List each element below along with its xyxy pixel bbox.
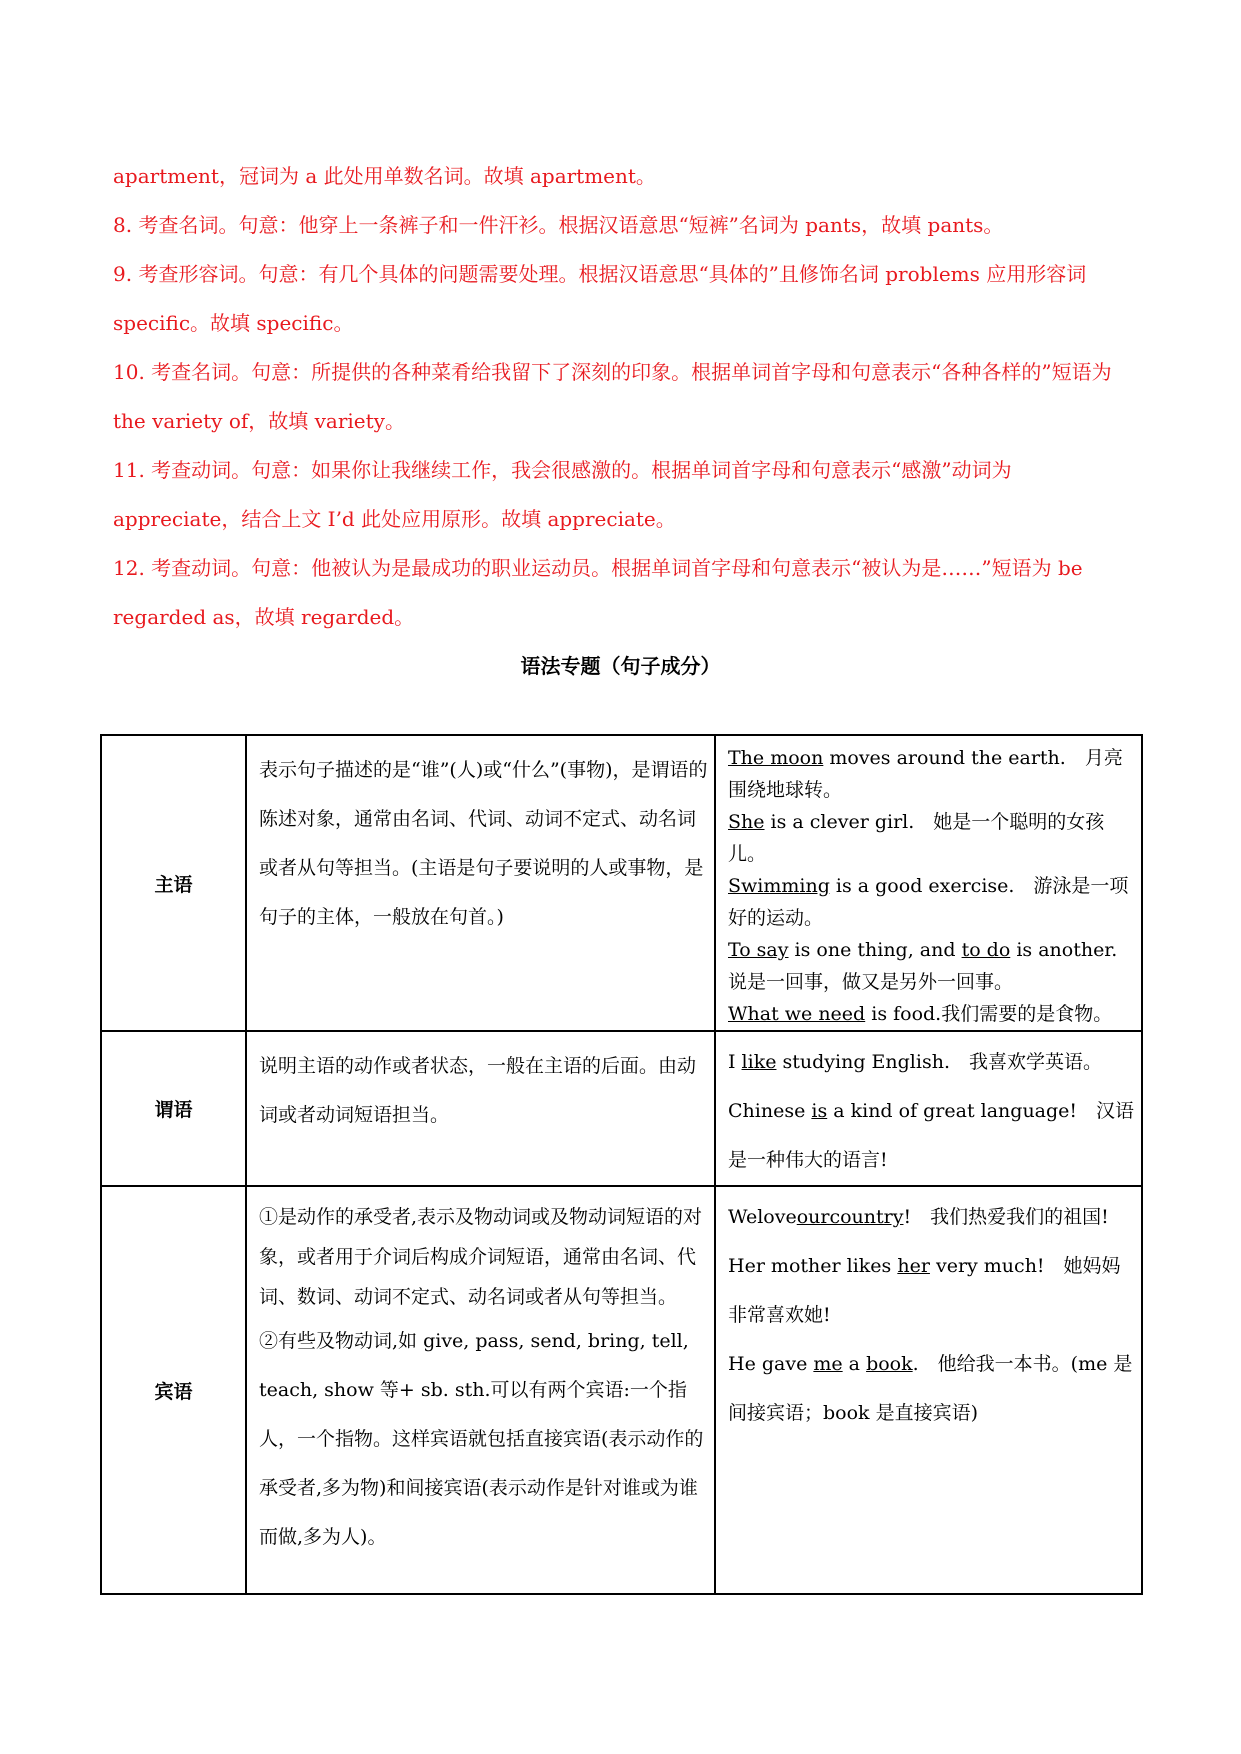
definition-subject xyxy=(246,735,715,1031)
example-sentence: She is a clever girl. 她是一个聪明的女孩儿。 xyxy=(728,811,1105,865)
examples-subject xyxy=(715,735,1142,1031)
section-title: 语法专题（句子成分） xyxy=(520,654,721,678)
answer-line: 8. 考查名词。句意：他穿上一条裤子和一件汗衫。根据汉语意思“短裤”名词为 pants，故填 pants。 xyxy=(113,213,1004,237)
answer-line: 11. 考查动词。句意：如果你让我继续工作，我会很感激的。根据单词首字母和句意表示“感激”动词为 appreciate，结合上文 I’d 此处应用原形。故填 appreciate。 xyxy=(113,458,1012,531)
example-sentence: Chinese is a kind of great language! 汉语是一种伟大的语言! xyxy=(728,1100,1135,1171)
answer-explanations xyxy=(113,152,1133,642)
term-predicate: 谓语 xyxy=(101,1031,246,1186)
definition-text: 说明主语的动作或者状态，一般在主语的后面。由动词或者动词短语担当。 xyxy=(259,1055,697,1126)
sentence-components-table xyxy=(100,734,1143,1595)
table-row-object xyxy=(101,1186,1142,1594)
definition-text: ①是动作的承受者,表示及物动词或及物动词短语的对象，或者用于介词后构成介词短语，通常由名词、代词、数词、动词不定式、动名词或者从句等担当。 xyxy=(259,1206,703,1308)
definition-object xyxy=(246,1186,715,1594)
example-sentence: Swimming is a good exercise. 游泳是一项好的运动。 xyxy=(728,875,1129,929)
example-sentence: To say is one thing, and to do is another. 说是一回事，做又是另外一回事。 xyxy=(728,939,1118,993)
answer-line: 12. 考查动词。句意：他被认为是最成功的职业运动员。根据单词首字母和句意表示“被认为是……”短语为 be regarded as，故填 regarded。 xyxy=(113,556,1083,629)
example-sentence: I like studying English. 我喜欢学英语。 xyxy=(728,1051,1102,1073)
table-row-predicate xyxy=(101,1031,1142,1186)
definition-text: ②有些及物动词,如 give, pass, send, bring, tell, teach, show 等+ sb. sth.可以有两个宾语:一个指人，一个指物。这样宾语就包括直接宾语(表示动作的承受者,多为物)和间接宾语(表示动作是针对谁或为谁而做,多为人)。 xyxy=(259,1330,704,1548)
term-subject: 主语 xyxy=(101,735,246,1031)
example-sentence: Her mother likes her very much! 她妈妈非常喜欢她! xyxy=(728,1255,1121,1326)
examples-object xyxy=(715,1186,1142,1594)
example-sentence: The moon moves around the earth. 月亮围绕地球转。 xyxy=(728,747,1123,801)
definition-predicate xyxy=(246,1031,715,1186)
example-sentence: Weloveourcountry! 我们热爱我们的祖国! xyxy=(728,1206,1109,1228)
examples-predicate xyxy=(715,1031,1142,1186)
answer-line: 9. 考查形容词。句意：有几个具体的问题需要处理。根据汉语意思“具体的”且修饰名词 problems 应用形容词 specific。故填 specific。 xyxy=(113,262,1087,335)
table-row-subject xyxy=(101,735,1142,1031)
term-object: 宾语 xyxy=(101,1186,246,1594)
definition-text: 表示句子描述的是“谁”(人)或“什么”(事物)，是谓语的陈述对象，通常由名词、代词、动词不定式、动名词或者从句等担当。(主语是句子要说明的人或事物，是句子的主体，一般放在句首。) xyxy=(259,759,708,928)
answer-line: 10. 考查名词。句意：所提供的各种菜肴给我留下了深刻的印象。根据单词首字母和句意表示“各种各样的”短语为 the variety of，故填 variety。 xyxy=(113,360,1112,433)
answer-line: apartment，冠词为 a 此处用单数名词。故填 apartment。 xyxy=(113,164,656,188)
example-sentence: What we need is food.我们需要的是食物。 xyxy=(728,1003,1113,1025)
example-sentence: He gave me a book. 他给我一本书。(me 是间接宾语；book 是直接宾语) xyxy=(728,1353,1133,1424)
